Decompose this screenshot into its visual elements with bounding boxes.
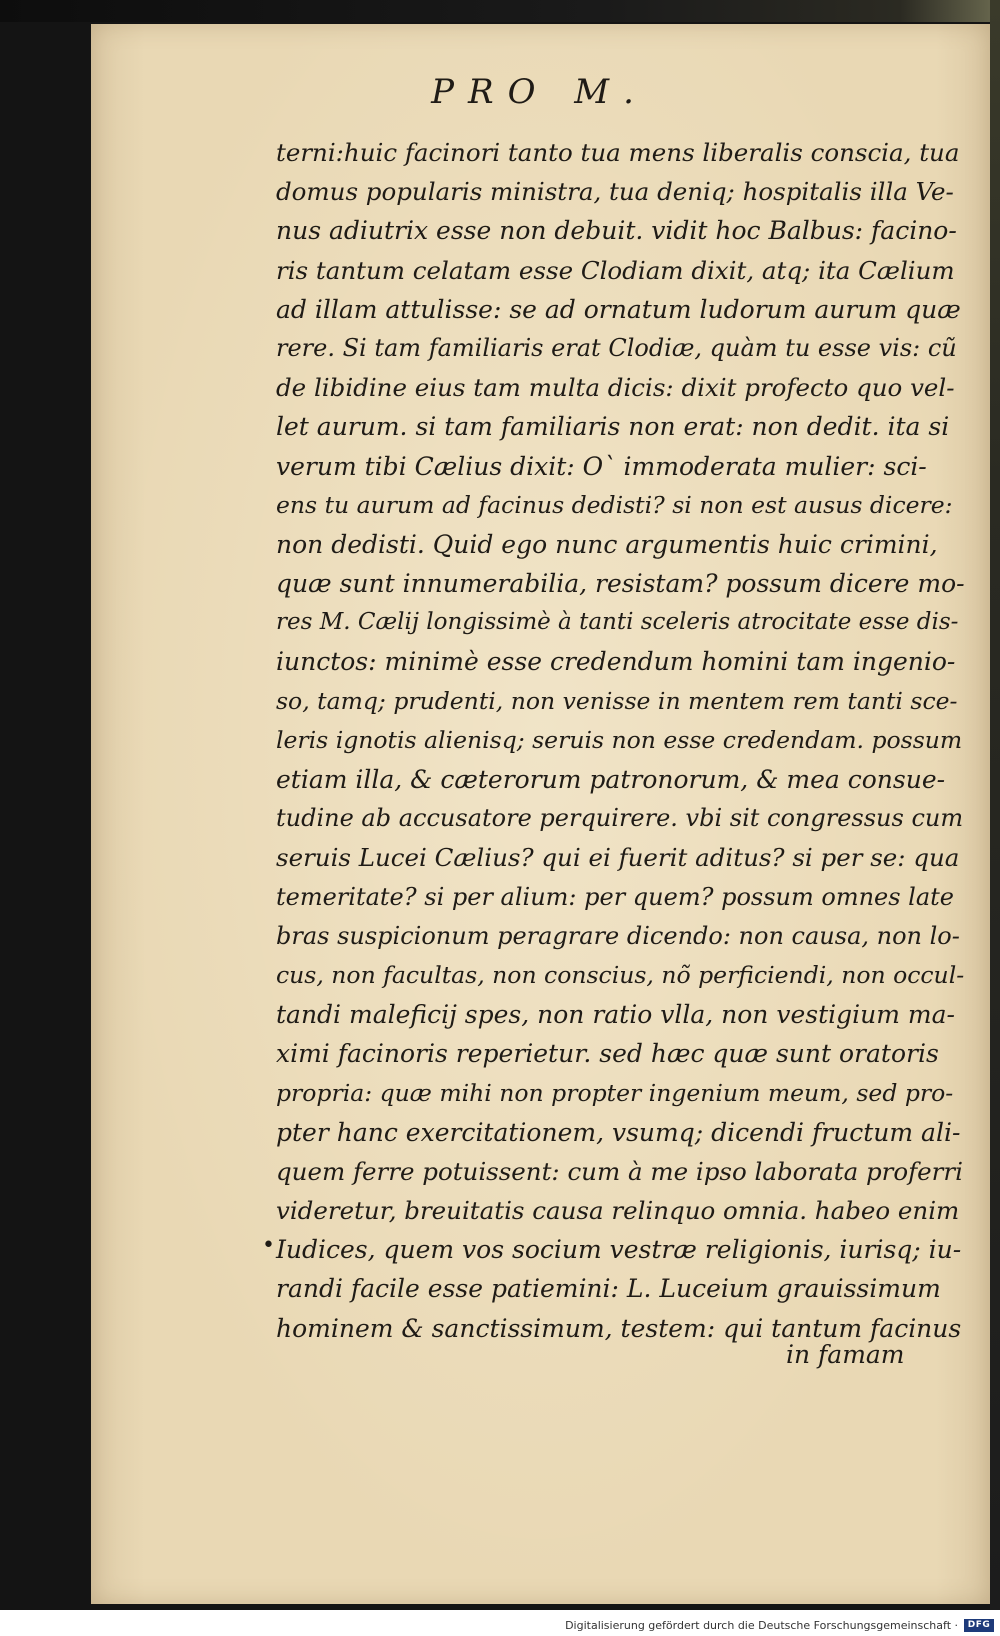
funding-credit: Digitalisierung gefördert durch die Deutsche Forschungsgemeinschaft · (565, 1619, 958, 1632)
text-line: non dedisti. Quid ego nunc argumentis huic crimini, (276, 529, 938, 559)
text-line: tandi maleficij spes, non ratio vlla, non vestigium ma- (276, 1000, 955, 1030)
text-line: propria: quæ mihi non propter ingenium meum, sed pro- (276, 1078, 954, 1107)
book-spine-edge (990, 0, 1000, 1610)
text-line: cus, non facultas, non conscius, nõ perficiendi, non occul- (276, 960, 965, 989)
text-line: nus adiutrix esse non debuit. vidit hoc Balbus: facino- (276, 216, 957, 246)
body-text (276, 133, 966, 1348)
text-line: quem ferre potuissent: cum à me ipso laborata proferri (276, 1156, 963, 1186)
text-line: ris tantum celatam esse Clodiam dixit, atq; ita Cælium (276, 255, 955, 285)
text-line: iunctos: minimè esse credendum homini tam ingenio- (276, 647, 956, 677)
text-line: ximi facinoris reperietur. sed hæc quæ sunt oratoris (276, 1039, 939, 1069)
text-line: de libidine eius tam multa dicis: dixit profecto quo vel- (276, 373, 955, 403)
marginal-mark: • (262, 1233, 275, 1258)
catchword: in famam (786, 1340, 905, 1369)
text-line: bras suspicionum peragrare dicendo: non causa, non lo- (276, 921, 960, 950)
text-line: ens tu aurum ad facinus dedisti? si non est ausus dicere: (276, 490, 953, 519)
text-line: videretur, breuitatis causa relinquo omnia. habeo enim (276, 1196, 960, 1226)
text-line: verum tibi Cælius dixit: O` immoderata mulier: sci- (276, 451, 927, 481)
text-line: ad illam attulisse: se ad ornatum ludorum aurum quæ (276, 294, 961, 324)
text-line: pter hanc exercitationem, vsumq; dicendi fructum ali- (276, 1117, 961, 1147)
text-line: let aurum. si tam familiaris non erat: non dedit. ita si (276, 412, 950, 442)
text-line: randi facile esse patiemini: L. Luceium grauissimum (276, 1274, 941, 1304)
text-line: leris ignotis alienisq; seruis non esse credendam. possum (276, 725, 963, 754)
running-head: PRO M. (431, 72, 648, 112)
text-line: tudine ab accusatore perquirere. vbi sit congressus cum (276, 804, 964, 833)
text-line: seruis Lucei Cælius? qui ei fuerit aditus? si per se: qua (276, 843, 960, 873)
text-line: domus popularis ministra, tua deniq; hospitalis illa Ve- (276, 177, 954, 207)
dfg-logo: DFG (964, 1619, 994, 1632)
text-line: etiam illa, & cæterorum patronorum, & mea consue- (276, 765, 946, 794)
text-line: quæ sunt innumerabilia, resistam? possum dicere mo- (276, 569, 965, 599)
scan-top-edge (0, 0, 1000, 22)
text-line: rere. Si tam familiaris erat Clodiæ, quàm tu esse vis: cũ (276, 333, 957, 362)
text-line: terni:huic facinori tanto tua mens liberalis conscia, tua (276, 138, 960, 167)
text-line: temeritate? si per alium: per quem? possum omnes late (276, 882, 955, 911)
text-line: res M. Cælij longissimè à tanti sceleris atrocitate esse dis- (276, 609, 959, 636)
text-line: Iudices, quem vos socium vestræ religionis, iurisq; iu- (276, 1235, 962, 1265)
text-line: so, tamq; prudenti, non venisse in mentem rem tanti sce- (276, 686, 958, 715)
text-line: hominem & sanctissimum, testem: qui tantum facinus (276, 1313, 962, 1343)
